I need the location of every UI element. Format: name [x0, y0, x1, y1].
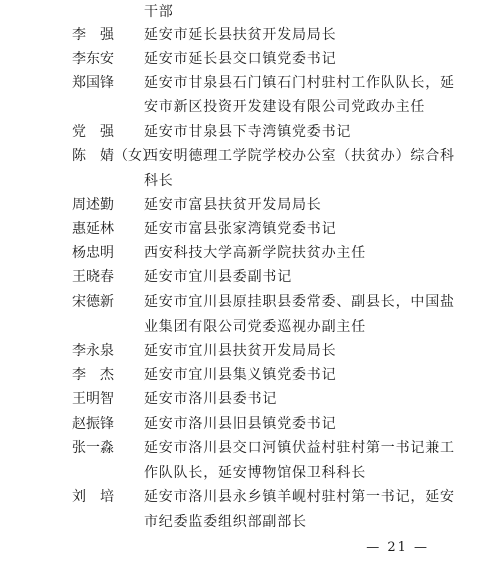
position-description: 延安市宜川县扶贫开发局局长	[144, 343, 337, 359]
continuation-text: 干部	[144, 4, 174, 20]
position-description: 延安市延长县交口镇党委书记	[144, 51, 337, 67]
position-description: 市纪委监委组织部副部长	[144, 514, 307, 530]
person-name: 张一淼	[72, 440, 114, 456]
page-number: — 21 —	[366, 540, 429, 555]
person-name: 陈 婧（女）	[72, 148, 156, 164]
position-description: 延安市甘泉县下寺湾镇党委书记	[144, 124, 352, 140]
person-name: 赵振锋	[72, 416, 114, 432]
position-description: 延安市洛川县旧县镇党委书记	[144, 416, 337, 432]
position-description: 延安市洛川县永乡镇羊岘村驻村第一书记，延安	[144, 489, 455, 505]
position-description: 安市新区投资开发建设有限公司党政办主任	[144, 99, 426, 115]
person-name: 王明智	[72, 391, 114, 407]
person-name: 党 强	[72, 124, 114, 140]
position-description: 作队队长，延安博物馆保卫科科长	[144, 465, 366, 481]
person-name: 王晓春	[72, 269, 114, 285]
person-name: 李 杰	[72, 367, 114, 383]
position-description: 延安市富县张家湾镇党委书记	[144, 221, 337, 237]
position-description: 延安市宜川县集义镇党委书记	[144, 367, 337, 383]
person-name: 李东安	[72, 51, 114, 67]
position-description: 西安科技大学高新学院扶贫办主任	[144, 245, 366, 261]
position-description: 西安明德理工学院学校办公室（扶贫办）综合科	[144, 148, 455, 164]
person-name: 李永泉	[72, 343, 114, 359]
person-name: 郑国锋	[72, 75, 114, 91]
position-description: 延安市洛川县委书记	[144, 391, 278, 407]
position-description: 业集团有限公司党委巡视办副主任	[144, 319, 366, 335]
position-description: 延安市富县扶贫开发局局长	[144, 197, 322, 213]
person-name: 周述勤	[72, 197, 114, 213]
person-name: 杨忠明	[72, 245, 114, 261]
position-description: 延安市甘泉县石门镇石门村驻村工作队队长，延	[144, 75, 455, 91]
position-description: 延安市宜川县委副书记	[144, 269, 292, 285]
person-name: 宋德新	[72, 294, 114, 310]
person-name: 李 强	[72, 27, 114, 43]
person-name: 惠延林	[72, 221, 114, 237]
position-description: 延安市延长县扶贫开发局局长	[144, 27, 337, 43]
person-name: 刘 培	[72, 489, 114, 505]
position-description: 科长	[144, 173, 174, 189]
position-description: 延安市洛川县交口河镇伏益村驻村第一书记兼工	[144, 440, 455, 456]
position-description: 延安市宜川县原挂职县委常委、副县长，中国盐	[144, 294, 455, 310]
